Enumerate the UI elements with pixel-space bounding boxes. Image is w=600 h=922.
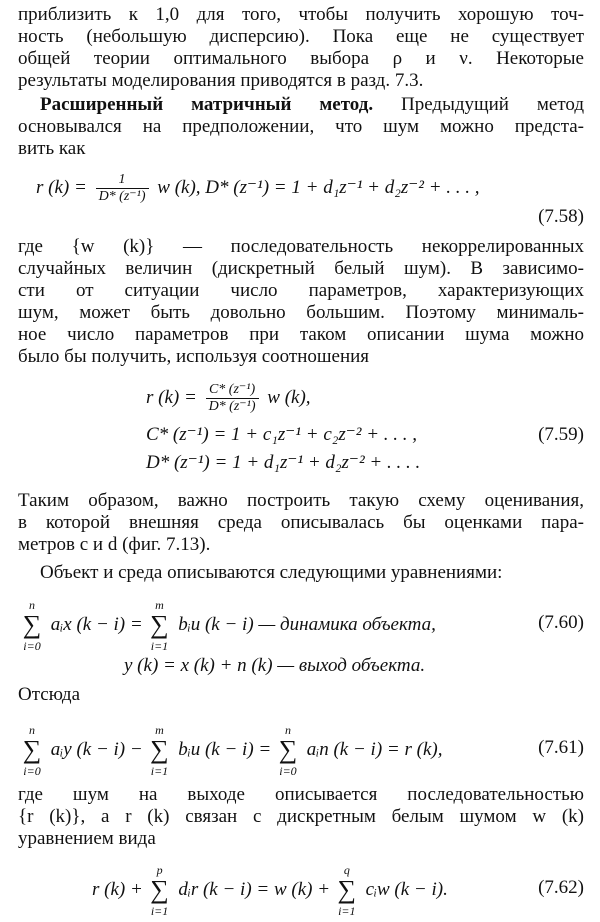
equation-term: r (k) =	[36, 176, 87, 198]
text-line: общей теории оптимального выбора ρ и ν. Некоторые	[18, 48, 584, 69]
text-line: было бы получить, используя соотношения	[18, 346, 370, 367]
equation-7-58	[36, 172, 480, 205]
sum-sign: ∑	[150, 610, 169, 639]
sum-upper: q	[343, 863, 350, 877]
fraction	[206, 382, 259, 415]
sum-upper: m	[155, 723, 164, 737]
sum-sign: ∑	[150, 875, 169, 904]
equation-number: (7.62)	[538, 877, 584, 898]
sum-sign: ∑	[278, 735, 298, 764]
sum-upper: n	[29, 723, 35, 737]
equation-7-59-a	[146, 382, 311, 415]
equation-number: (7.58)	[538, 206, 584, 227]
sum-lower: i=1	[338, 904, 356, 918]
equation-7-62	[92, 863, 448, 918]
text-line: результаты моделирования приводятся в разд. 7.3.	[18, 70, 424, 91]
summation	[147, 723, 171, 778]
text-line: Объект и среда описываются следующими уравнениями:	[40, 562, 503, 583]
sum-lower: i=1	[150, 639, 169, 653]
equation-7-60-a	[20, 598, 436, 653]
equation-term: aᵢy (k − i) −	[50, 738, 143, 760]
equation-term: aᵢx (k − i) =	[50, 613, 143, 635]
sum-lower: i=0	[23, 764, 41, 778]
fraction-denominator: D* (z⁻¹)	[98, 189, 146, 204]
equation-term: r (k) +	[92, 878, 143, 900]
text-line: в которой внешняя среда описывалась бы оценками пара-	[18, 512, 584, 533]
equation-term: w (k),	[267, 386, 311, 408]
equation-number: (7.61)	[538, 737, 584, 758]
summation	[20, 723, 44, 778]
equation-term: bᵢu (k − i) =	[178, 738, 272, 760]
sum-lower: i=1	[150, 904, 169, 918]
equation-number: (7.59)	[538, 424, 584, 445]
equation-7-59-b: C* (z⁻¹) = 1 + c₁z⁻¹ + c₂z⁻² + . . . ,	[146, 424, 418, 445]
fraction-numerator: 1	[96, 172, 149, 189]
text-line: основывался на предположении, что шум можно предста-	[18, 116, 584, 137]
summation	[147, 598, 171, 653]
text-line: {r (k)}, а r (k) связан с дискретным белым шумом w (k)	[18, 806, 584, 827]
text-line: метров c и d (фиг. 7.13).	[18, 534, 211, 555]
text-line: шум, может быть довольно большим. Поэтому минималь-	[18, 302, 584, 323]
equation-term: bᵢu (k − i) — динамика объекта,	[178, 613, 436, 635]
fraction-denominator: D* (z⁻¹)	[208, 399, 256, 414]
summation	[20, 598, 44, 653]
equation-term: w (k), D* (z⁻¹) = 1 + d₁z⁻¹ + d₂z⁻² + . . . ,	[157, 176, 480, 198]
text-line: где шум на выходе описывается последовательностью	[18, 784, 584, 805]
text-line: уравнением вида	[18, 828, 156, 849]
section-heading: Расширенный матричный метод.	[40, 94, 374, 115]
text-span: Предыдущий метод	[373, 94, 584, 115]
equation-7-59-c: D* (z⁻¹) = 1 + d₁z⁻¹ + d₂z⁻² + . . . .	[146, 452, 421, 473]
text-line: случайных величин (дискретный белый шум). В зависимо-	[18, 258, 584, 279]
sum-sign: ∑	[22, 610, 42, 639]
equation-7-61	[20, 723, 443, 778]
fraction	[96, 172, 149, 205]
text-line: вить как	[18, 138, 86, 159]
equation-term: aᵢn (k − i) = r (k),	[306, 738, 443, 760]
sum-lower: i=1	[150, 764, 169, 778]
sum-sign: ∑	[22, 735, 42, 764]
sum-sign: ∑	[150, 735, 169, 764]
equation-term: r (k) =	[146, 386, 197, 408]
sum-lower: i=0	[23, 639, 41, 653]
equation-number: (7.60)	[538, 612, 584, 633]
sum-upper: m	[155, 598, 164, 612]
summation	[335, 863, 359, 918]
equation-term: dᵢr (k − i) = w (k) +	[178, 878, 331, 900]
summation	[276, 723, 300, 778]
text-line: приблизить к 1,0 для того, чтобы получить хорошую точ-	[18, 4, 584, 25]
text-line: Отсюда	[18, 684, 81, 705]
equation-7-60-b: y (k) = x (k) + n (k) — выход объекта.	[124, 655, 426, 676]
text-line: где {w (k)} — последовательность некоррелированных	[18, 236, 584, 257]
sum-upper: n	[29, 598, 35, 612]
paragraph-heading-line	[40, 94, 584, 116]
text-line: Таким образом, важно построить такую схему оценивания,	[18, 490, 584, 511]
equation-term: cᵢw (k − i).	[365, 878, 448, 900]
text-line: ное число параметров при таком описании шума можно	[18, 324, 584, 345]
fraction-numerator: C* (z⁻¹)	[206, 382, 259, 399]
text-line: сти от ситуации число параметров, характеризующих	[18, 280, 584, 301]
text-line: ность (небольшую дисперсию). Пока еще не существует	[18, 26, 584, 47]
sum-upper: p	[156, 863, 163, 877]
summation	[148, 863, 172, 918]
sum-sign: ∑	[337, 875, 357, 904]
sum-lower: i=0	[279, 764, 297, 778]
sum-upper: n	[284, 723, 291, 737]
